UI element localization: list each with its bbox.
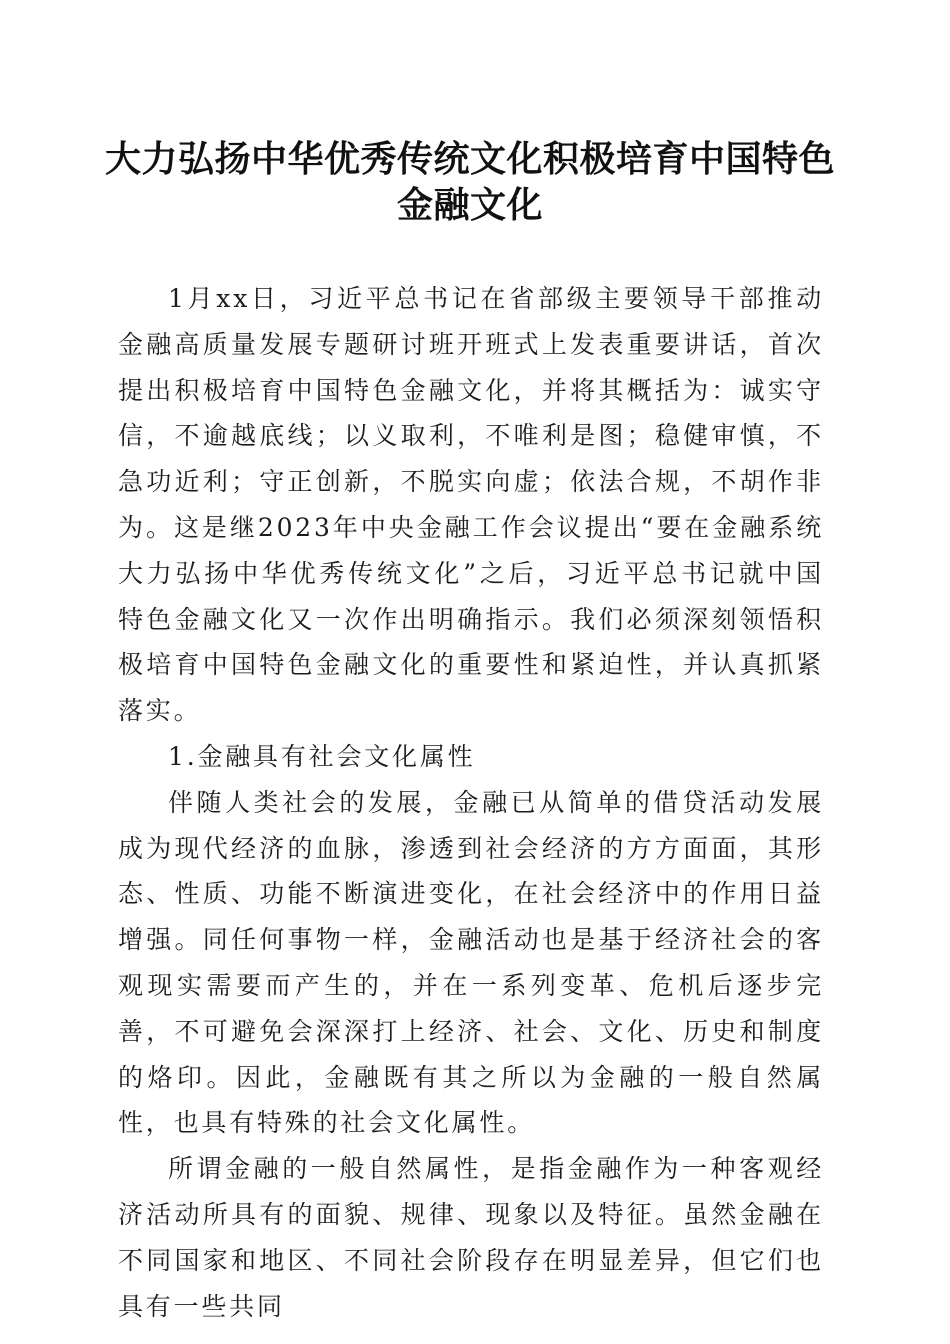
title-line-2: 金融文化 [396, 184, 543, 226]
paragraph-natural-attribute: 所谓金融的一般自然属性，是指金融作为一种客观经济活动所具有的面貌、规律、现象以及特征。虽然金融在不同国家和地区、不同社会阶段存在明显差异，但它们也具有一些共同 [118, 1154, 824, 1321]
paragraph-development: 伴随人类社会的发展，金融已从简单的借贷活动发展成为现代经济的血脉，渗透到社会经济的方方面面，其形态、性质、功能不断演进变化，在社会经济中的作用日益增强。同任何事物一样，金融活动也是基于经济社会的客观现实需要而产生的，并在一系列变革、危机后逐步完善，不可避免会深深打上经济、社会、文化、历史和制度的烙印。因此，金融既有其之所以为金融的一般自然属性，也具有特殊的社会文化属性。 [118, 787, 824, 1138]
paragraph-intro: 1月xx日，习近平总书记在省部级主要领导干部推动金融高质量发展专题研讨班开班式上发表重要讲话，首次提出积极培育中国特色金融文化，并将其概括为：诚实守信，不逾越底线；以义取利，不唯利是图；稳健审慎，不急功近利；守正创新，不脱实向虚；依法合规，不胡作非为。这是继2023年中央金融工作会议提出“要在金融系统大力弘扬中华优秀传统文化”之后，习近平总书记就中国特色金融文化又一次作出明确指示。我们必须深刻领悟积极培育中国特色金融文化的重要性和紧迫性，并认真抓紧落实。 [118, 284, 824, 726]
document-title [100, 136, 840, 228]
document-body [118, 276, 824, 1329]
section-heading: 1.金融具有社会文化属性 [168, 741, 476, 771]
title-line-1: 大力弘扬中华优秀传统文化积极培育中国特色 [104, 138, 835, 180]
